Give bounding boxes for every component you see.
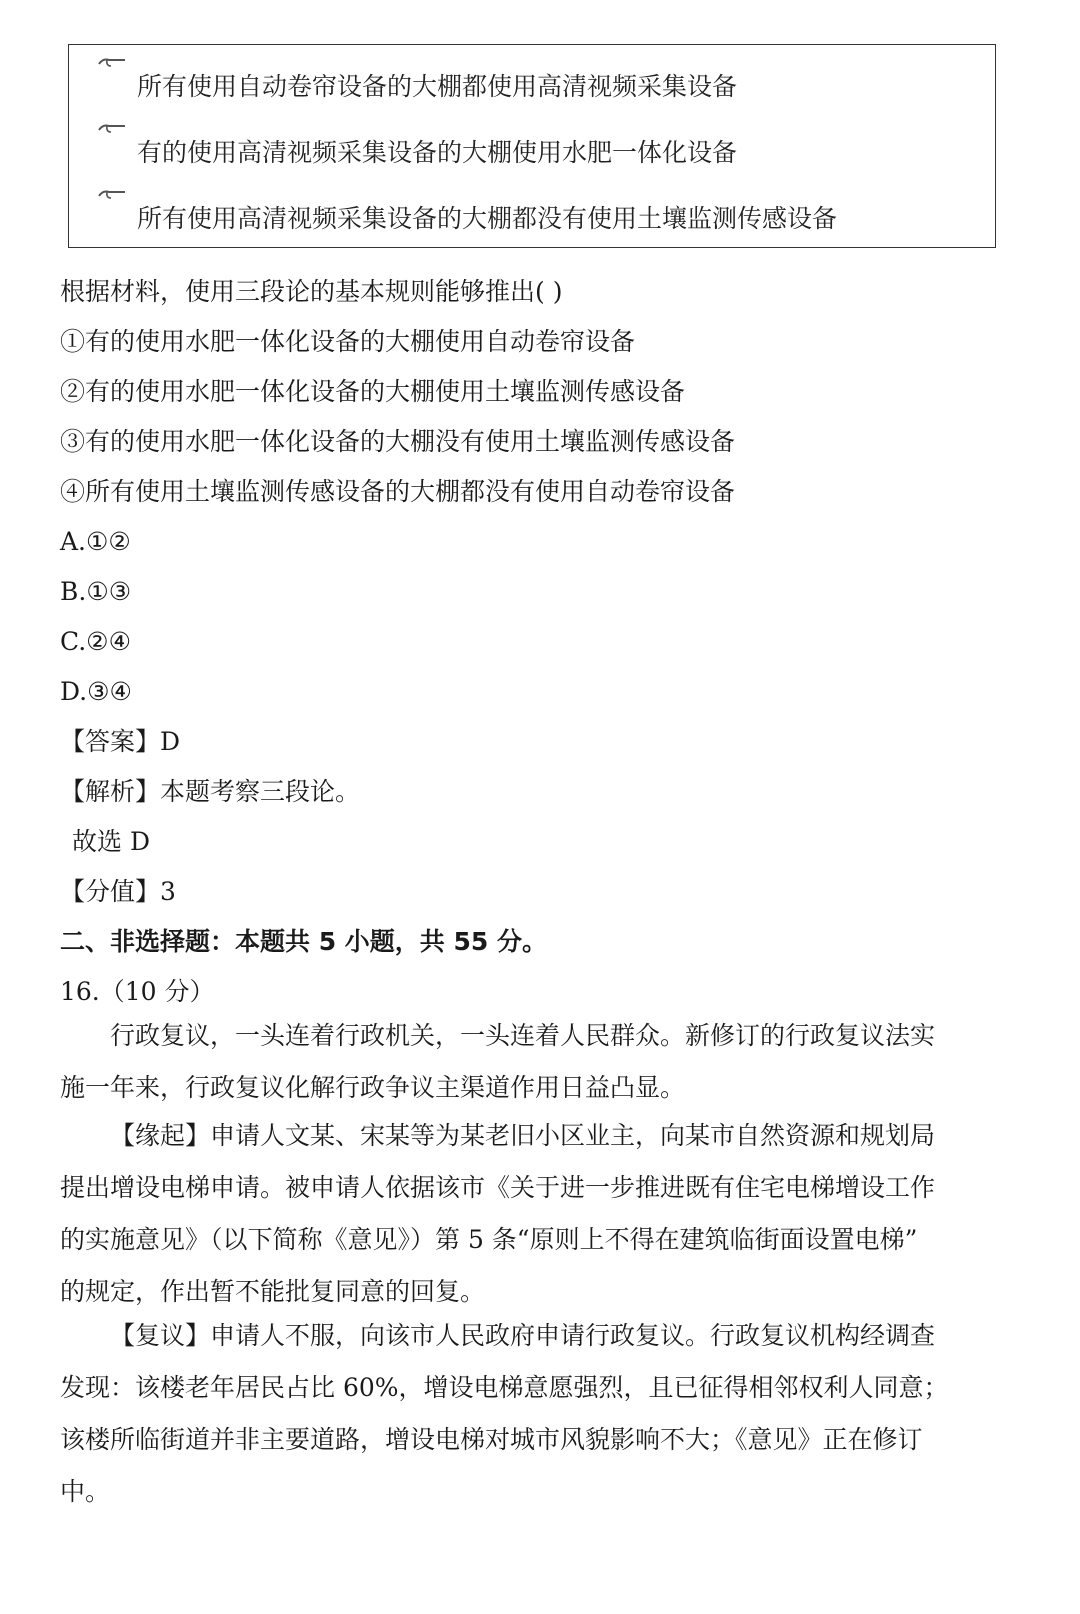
pointing-hand-icon: [97, 121, 127, 137]
premise-text: 所有使用高清视频采集设备的大棚都没有使用土壤监测传感设备: [137, 204, 838, 233]
option-c: C.②④: [60, 627, 132, 656]
paragraph-review: [60, 1310, 980, 1518]
option-d: D.③④: [60, 677, 132, 706]
premise-text: 有的使用高清视频采集设备的大棚使用水肥一体化设备: [137, 138, 738, 167]
paragraph-line: 该楼所临街道并非主要道路，增设电梯对城市风貌影响不大；《意见》正在修订: [60, 1425, 923, 1454]
paragraph-line: 【缘起】申请人文某、宋某等为某老旧小区业主，向某市自然资源和规划局: [110, 1121, 936, 1150]
choice: 故选 D: [72, 827, 150, 856]
question-number: 16.（10 分）: [60, 977, 215, 1006]
score: 【分值】3: [60, 877, 176, 906]
paragraph-line: 发现：该楼老年居民占比 60%，增设电梯意愿强烈，且已征得相邻权利人同意；: [60, 1373, 949, 1402]
section-heading: 二、非选择题：本题共 5 小题，共 55 分。: [60, 927, 548, 956]
statement-4: ④所有使用土壤监测传感设备的大棚都没有使用自动卷帘设备: [60, 477, 736, 506]
paragraph-line: 行政复议，一头连着行政机关，一头连着人民群众。新修订的行政复议法实: [110, 1021, 936, 1050]
option-a: A.①②: [60, 527, 131, 556]
pointing-hand-icon: [97, 187, 127, 203]
paragraph-intro: [60, 1010, 980, 1114]
paragraph-line: 施一年来，行政复议化解行政争议主渠道作用日益凸显。: [60, 1073, 686, 1102]
paragraph-line: 【复议】申请人不服，向该市人民政府申请行政复议。行政复议机构经调查: [110, 1321, 936, 1350]
paragraph-line: 的实施意见》（以下简称《意见》）第 5 条“原则上不得在建筑临街面设置电梯”: [60, 1225, 918, 1254]
pointing-hand-icon: [97, 55, 127, 71]
paragraph-line: 中。: [60, 1477, 111, 1506]
statement-2: ②有的使用水肥一体化设备的大棚使用土壤监测传感设备: [60, 377, 686, 406]
question-stem: 根据材料，使用三段论的基本规则能够推出( ): [60, 277, 563, 306]
paragraph-line: 的规定，作出暂不能批复同意的回复。: [60, 1277, 486, 1306]
statement-3: ③有的使用水肥一体化设备的大棚没有使用土壤监测传感设备: [60, 427, 736, 456]
answer: 【答案】D: [60, 727, 181, 756]
option-b: B.①③: [60, 577, 132, 606]
premise-box: [68, 44, 996, 248]
paragraph-line: 提出增设电梯申请。被申请人依据该市《关于进一步推进既有住宅电梯增设工作: [60, 1173, 936, 1202]
analysis: 【解析】本题考察三段论。: [60, 777, 361, 806]
statement-1: ①有的使用水肥一体化设备的大棚使用自动卷帘设备: [60, 327, 636, 356]
premise-text: 所有使用自动卷帘设备的大棚都使用高清视频采集设备: [137, 72, 738, 101]
paragraph-origin: [60, 1110, 980, 1318]
